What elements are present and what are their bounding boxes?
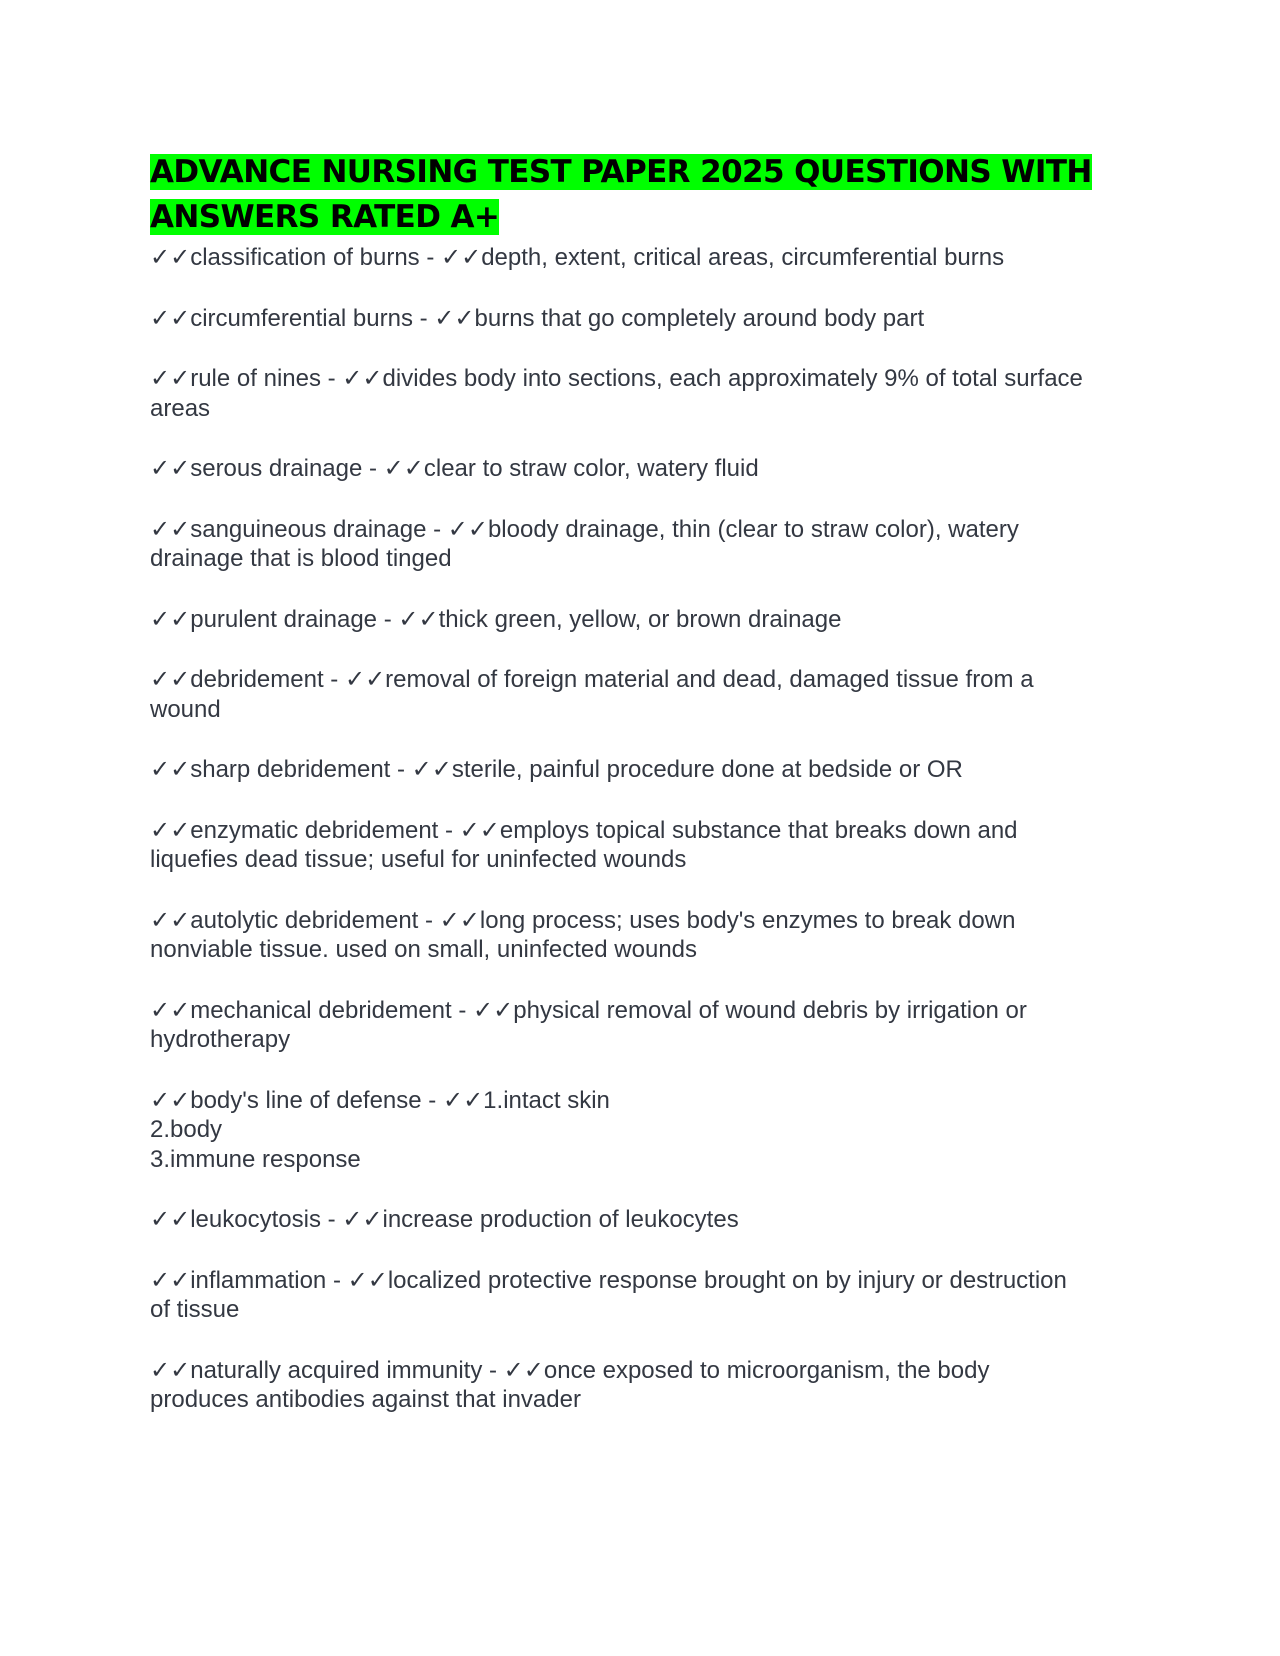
qa-item	[150, 906, 1140, 965]
qa-line: ✓✓circumferential burns - ✓✓burns that go completely around body part	[150, 304, 925, 332]
qa-line: of tissue	[150, 1296, 240, 1323]
qa-line: ✓✓enzymatic debridement - ✓✓employs topical substance that breaks down and	[150, 816, 1018, 844]
qa-item	[150, 1205, 1140, 1235]
qa-item	[150, 665, 1140, 724]
qa-list	[150, 243, 1140, 1415]
qa-item	[150, 304, 1140, 334]
document-title	[150, 150, 1140, 240]
qa-line: ✓✓classification of burns - ✓✓depth, extent, critical areas, circumferential burns	[150, 244, 1005, 271]
qa-line: liquefies dead tissue; useful for uninfected wounds	[150, 846, 687, 873]
qa-item	[150, 1086, 1140, 1175]
qa-line: ✓✓debridement - ✓✓removal of foreign material and dead, damaged tissue from a	[150, 666, 1034, 693]
document-page	[150, 150, 1140, 1446]
qa-item	[150, 364, 1140, 423]
qa-line: ✓✓naturally acquired immunity - ✓✓once exposed to microorganism, the body	[150, 1356, 990, 1384]
qa-line: produces antibodies against that invader	[150, 1386, 581, 1413]
qa-item	[150, 515, 1140, 574]
qa-line: ✓✓autolytic debridement - ✓✓long process; uses body's enzymes to break down	[150, 906, 1016, 934]
qa-line: drainage that is blood tinged	[150, 545, 452, 572]
qa-line: areas	[150, 394, 211, 422]
qa-line: wound	[150, 695, 221, 723]
qa-item	[150, 1356, 1140, 1415]
qa-line: hydrotherapy	[150, 1026, 291, 1053]
qa-line: ✓✓mechanical debridement - ✓✓physical removal of wound debris by irrigation or	[150, 996, 1027, 1024]
qa-line: ✓✓purulent drainage - ✓✓thick green, yellow, or brown drainage	[150, 605, 842, 633]
qa-item	[150, 243, 1140, 273]
qa-line: ✓✓rule of nines - ✓✓divides body into sections, each approximately 9% of total surface	[150, 365, 1083, 392]
qa-line: ✓✓sharp debridement - ✓✓sterile, painful procedure done at bedside or OR	[150, 756, 963, 783]
qa-item	[150, 755, 1140, 785]
qa-line: ✓✓leukocytosis - ✓✓increase production of leukocytes	[150, 1206, 739, 1233]
qa-line: 3.immune response	[150, 1145, 361, 1173]
qa-line: 2.body	[150, 1116, 223, 1143]
qa-line: ✓✓sanguineous drainage - ✓✓bloody drainage, thin (clear to straw color), watery	[150, 515, 1019, 543]
qa-item	[150, 816, 1140, 875]
qa-line: nonviable tissue. used on small, uninfected wounds	[150, 936, 698, 963]
qa-line: ✓✓body's line of defense - ✓✓1.intact skin	[150, 1086, 610, 1114]
qa-item	[150, 605, 1140, 635]
qa-item	[150, 454, 1140, 484]
qa-line: ✓✓inflammation - ✓✓localized protective response brought on by injury or destruction	[150, 1266, 1067, 1294]
qa-line: ✓✓serous drainage - ✓✓clear to straw color, watery fluid	[150, 455, 759, 482]
title-highlight: ADVANCE NURSING TEST PAPER 2025 QUESTIONS WITH ANSWERS RATED A+	[150, 154, 1092, 235]
qa-item	[150, 1266, 1140, 1325]
qa-item	[150, 996, 1140, 1055]
